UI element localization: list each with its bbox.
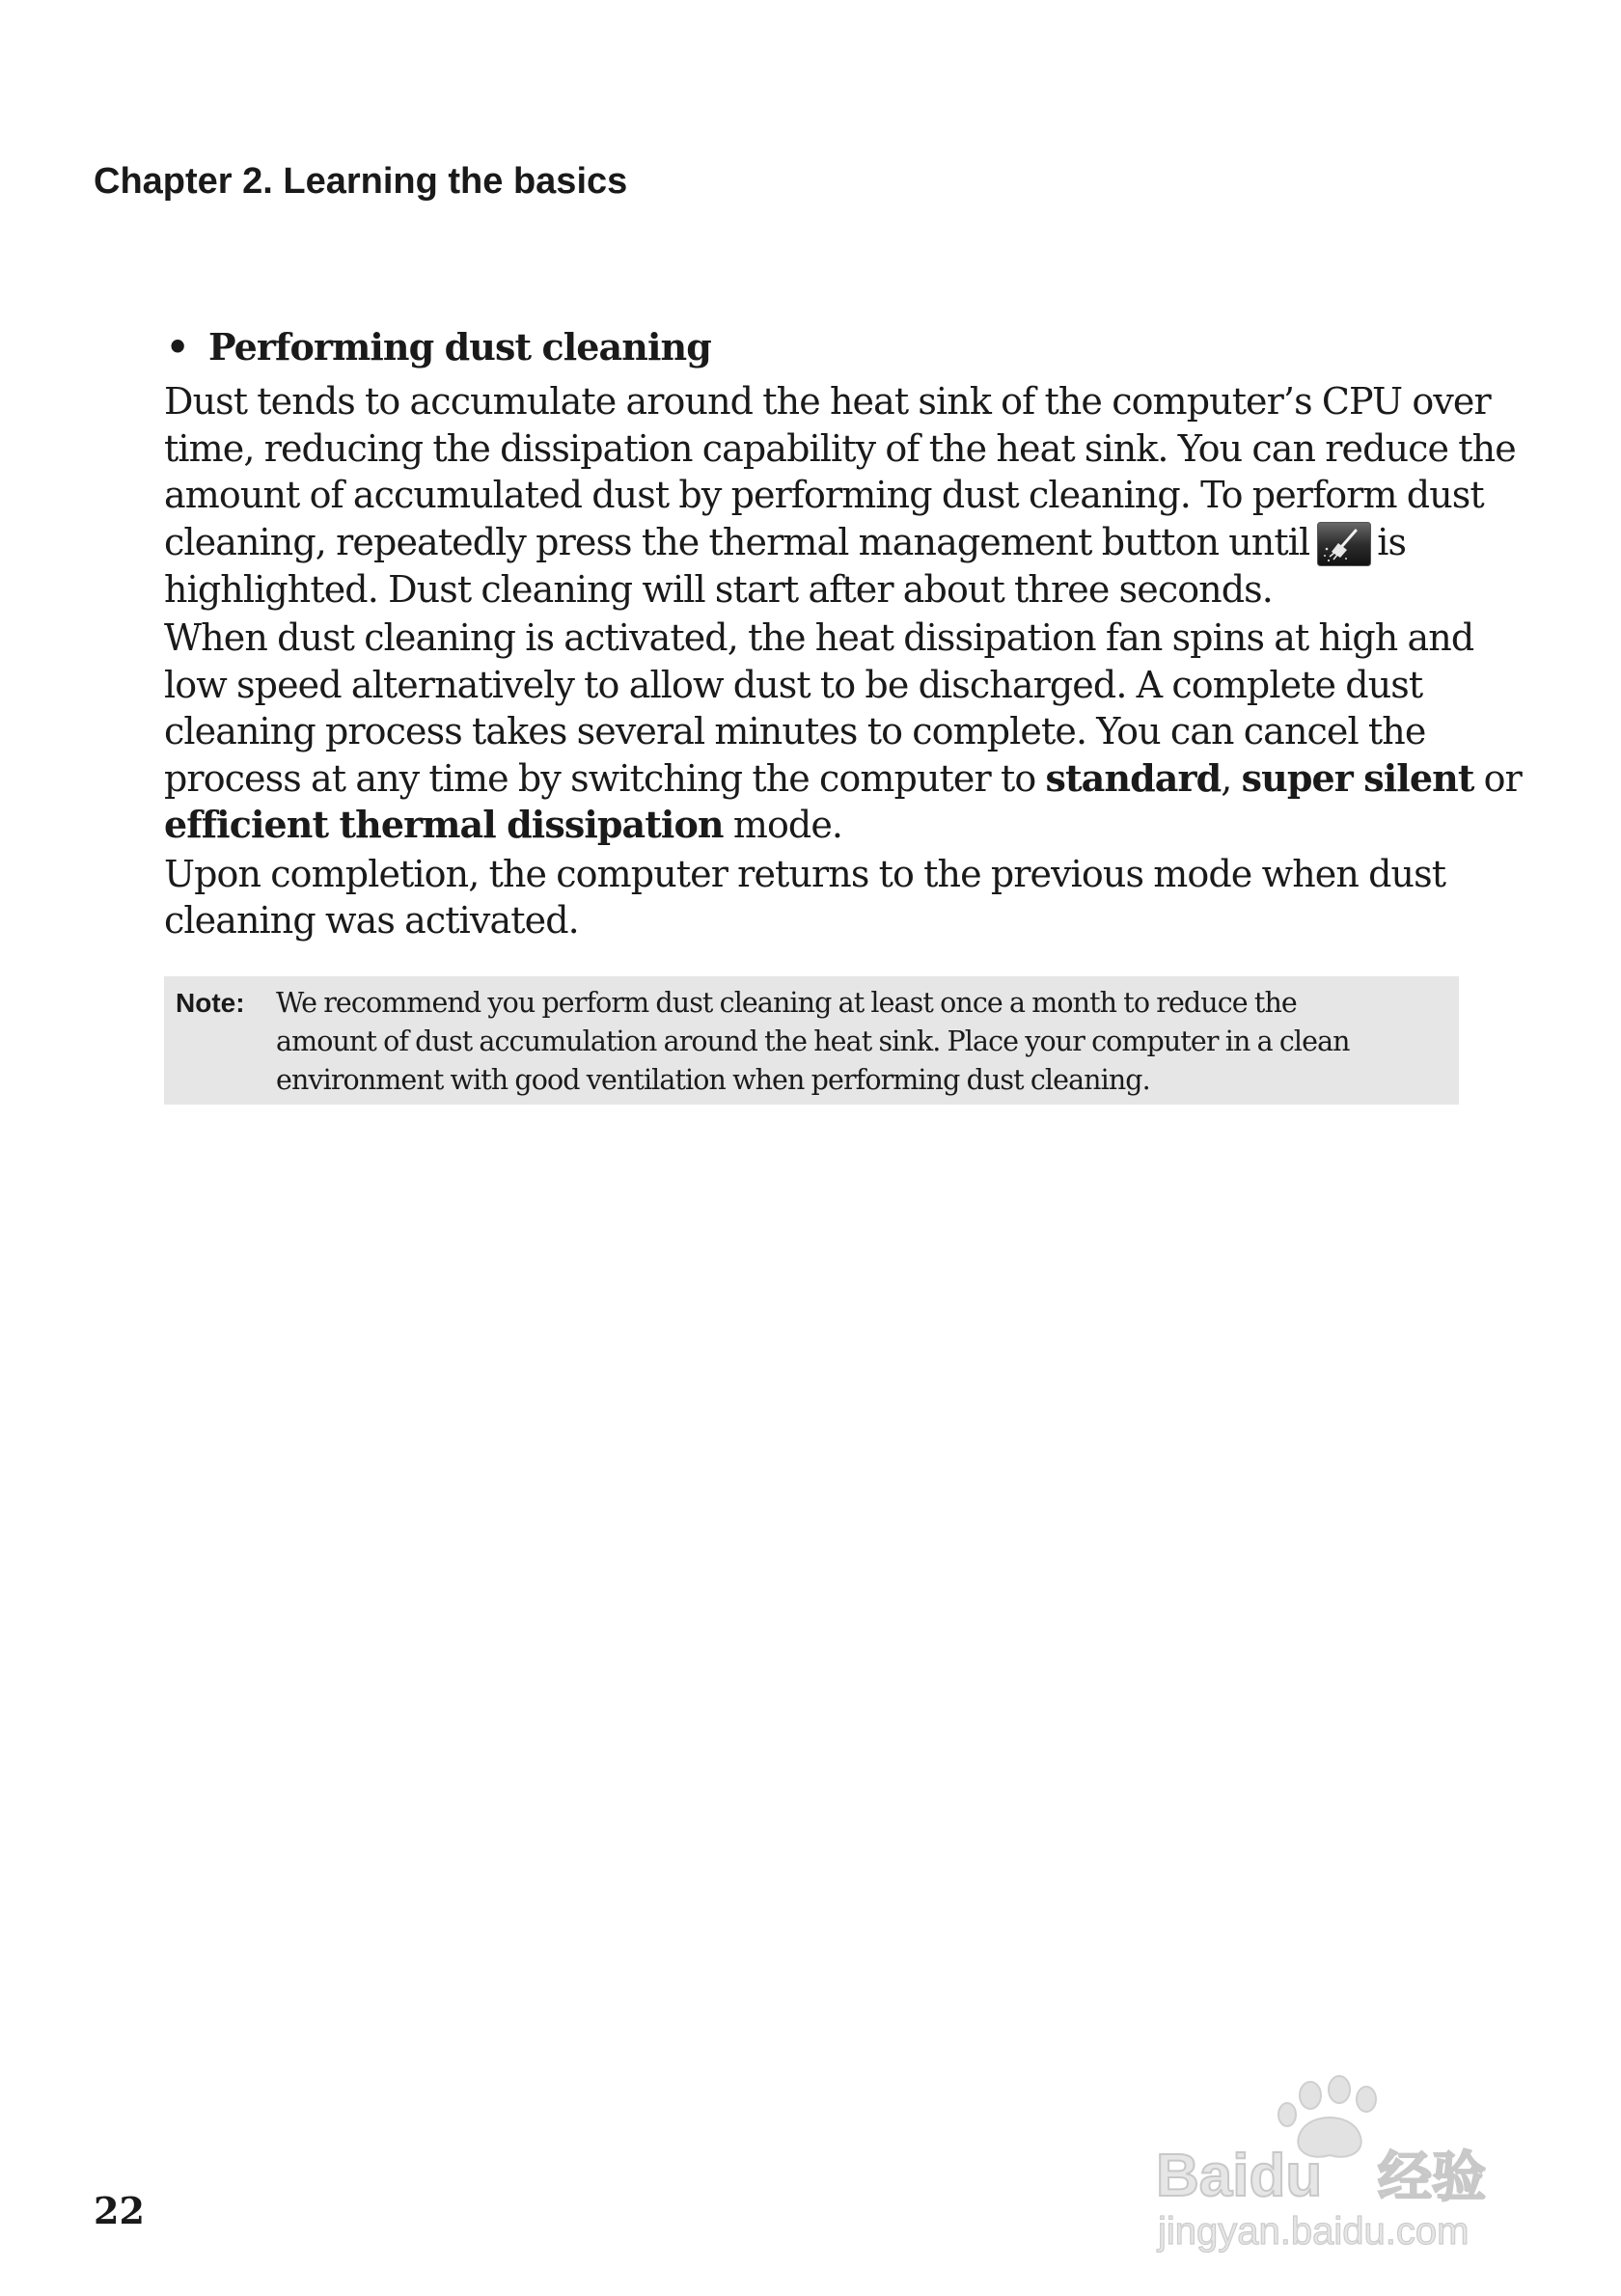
text-after-icon: is — [1377, 520, 1407, 563]
text-line: amount of accumulated dust by performing dust cleaning. To perform dust — [164, 474, 1484, 516]
text-segment: or — [1483, 756, 1522, 800]
note-body — [276, 984, 1350, 1100]
note-line: environment with good ventilation when performing dust cleaning. — [276, 1064, 1150, 1096]
mode-efficient-thermal-dissipation: efficient thermal dissipation — [164, 803, 724, 846]
paragraph-completion — [164, 851, 1481, 944]
text-segment: process at any time by switching the computer to — [164, 756, 1036, 800]
text-line: low speed alternatively to allow dust to be discharged. A complete dust — [164, 663, 1423, 706]
text-line-with-icon — [164, 519, 1481, 566]
page-number: 22 — [94, 2189, 145, 2232]
watermark-url: jingyan.baidu.com — [1158, 2210, 1470, 2253]
text-segment: , — [1221, 756, 1232, 800]
paragraph-intro — [164, 378, 1516, 613]
text-before-icon: cleaning, repeatedly press the thermal management button until — [164, 520, 1310, 563]
watermark-subtitle: 经验 — [1378, 2146, 1486, 2209]
section-heading-text: Performing dust cleaning — [208, 325, 711, 369]
text-line: When dust cleaning is activated, the heat dissipation fan spins at high and — [164, 616, 1474, 659]
text-line: highlighted. Dust cleaning will start after about three seconds. — [164, 567, 1273, 611]
note-line: We recommend you perform dust cleaning at least once a month to reduce the — [276, 987, 1297, 1019]
text-line: cleaning was activated. — [164, 899, 579, 942]
baidu-jingyan-watermark — [1156, 2072, 1542, 2255]
mode-standard: standard — [1045, 755, 1222, 800]
section-heading — [164, 324, 1481, 378]
chapter-header: Chapter 2. Learning the basics — [94, 161, 628, 202]
mode-super-silent: super silent — [1241, 755, 1474, 800]
dust-cleaning-section — [164, 324, 1522, 946]
note-label: Note: — [176, 988, 245, 1018]
text-segment: mode. — [732, 804, 843, 846]
text-line: Upon completion, the computer returns to the previous mode when dust — [164, 852, 1446, 895]
text-line: Dust tends to accumulate around the heat sink of the computer’s CPU over — [164, 380, 1491, 423]
text-line: cleaning process takes several minutes to complete. You can cancel the — [164, 710, 1426, 752]
text-line-modes — [164, 802, 1481, 849]
bullet-icon: • — [166, 325, 189, 369]
text-line-modes — [164, 755, 1522, 803]
watermark-brand: Baidu — [1156, 2143, 1323, 2209]
note-line: amount of dust accumulation around the heat sink. Place your computer in a clean — [276, 1025, 1350, 1057]
text-line: time, reducing the dissipation capability of the heat sink. You can reduce the — [164, 426, 1516, 470]
paragraph-activation — [164, 615, 1522, 849]
dust-cleaning-icon — [1317, 522, 1371, 566]
note-box — [164, 976, 1459, 1105]
